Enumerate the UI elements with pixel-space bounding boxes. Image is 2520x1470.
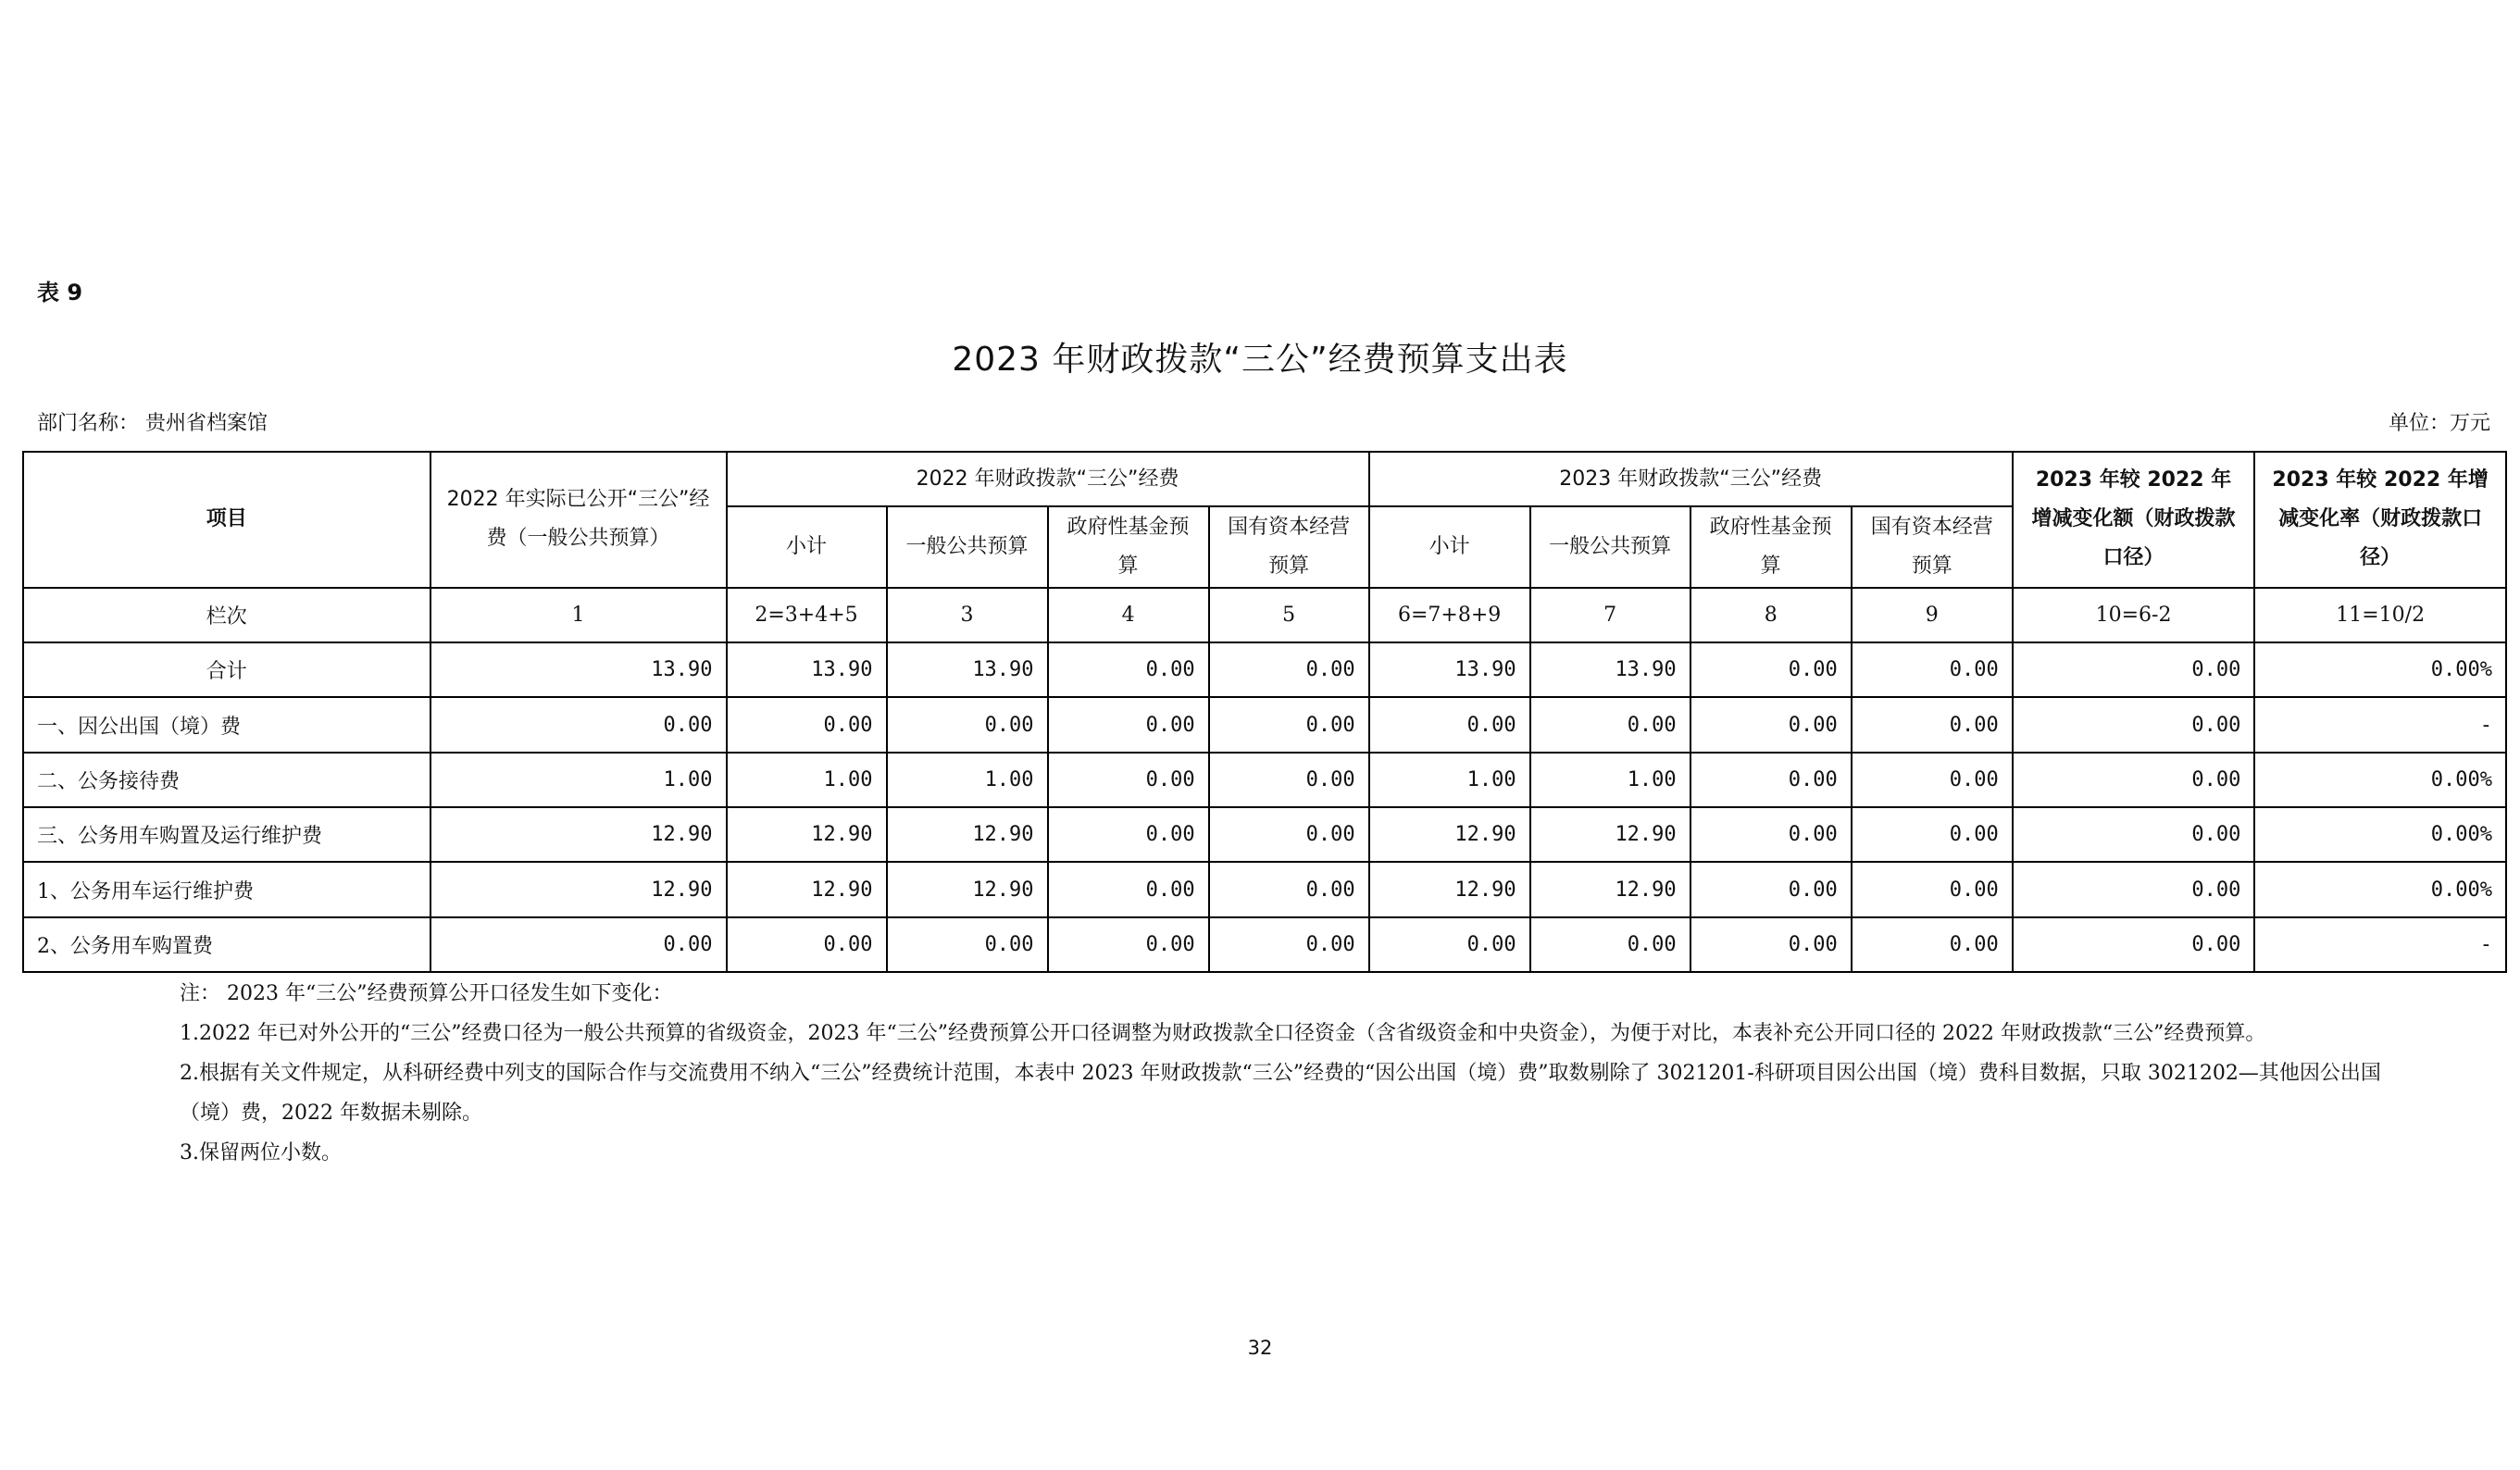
row-label: 三、公务用车购置及运行维护费 (23, 807, 430, 862)
table-cell: 12.90 (887, 862, 1048, 916)
column-index-row (23, 588, 2506, 642)
table-cell: 0.00 (430, 697, 727, 752)
column-index-cell: 11=10/2 (2254, 588, 2506, 642)
table-cell: 0.00 (1530, 917, 1690, 972)
table-cell: 0.00% (2254, 862, 2506, 916)
header-item: 项目 (23, 452, 430, 588)
column-index-cell: 4 (1048, 588, 1209, 642)
table-cell: 0.00 (1048, 917, 1209, 972)
table-cell: 0.00 (1690, 807, 1852, 862)
table-row (23, 862, 2506, 916)
table-cell: 0.00 (2013, 862, 2255, 916)
table-cell: 0.00 (1852, 917, 2013, 972)
table-cell: 0.00 (1209, 697, 1369, 752)
table-cell: 1.00 (1369, 753, 1530, 807)
column-index-cell: 8 (1690, 588, 1852, 642)
table-cell: 0.00 (2013, 697, 2255, 752)
table-cell: 0.00 (1209, 862, 1369, 916)
header-row-1 (23, 452, 2506, 506)
note-item: 2.根据有关文件规定，从科研经费中列支的国际合作与交流费用不纳入“三公”经费统计范围，本表中 2023 年财政拨款“三公”经费的“因公出国（境）费”取数剔除了 3021201-科研项目因公出国（境）费科目数据，只取 3021202—其他因公出国（境）费，2022 年数据未剔除。 (180, 1062, 2381, 1125)
table-cell: 0.00 (887, 697, 1048, 752)
table-cell: 13.90 (887, 642, 1048, 697)
row-label: 二、公务接待费 (23, 753, 430, 807)
column-index-cell: 9 (1852, 588, 2013, 642)
table-cell: 0.00 (1209, 807, 1369, 862)
table-label: 表 9 (37, 280, 83, 305)
table-cell: 1.00 (1530, 753, 1690, 807)
header-change-rate: 2023 年较 2022 年增减变化率（财政拨款口径） (2254, 452, 2506, 588)
column-index-cell: 3 (887, 588, 1048, 642)
table-cell: 0.00 (1690, 642, 1852, 697)
column-index-cell: 2=3+4+5 (727, 588, 887, 642)
table-cell: 12.90 (1369, 862, 1530, 916)
column-index-cell: 6=7+8+9 (1369, 588, 1530, 642)
table-cell: 0.00 (727, 697, 887, 752)
table-cell: 12.90 (430, 807, 727, 862)
table-cell: 0.00 (1209, 642, 1369, 697)
column-index-cell: 7 (1530, 588, 1690, 642)
header-fund-2023: 政府性基金预算 (1690, 506, 1852, 587)
row-label: 1、公务用车运行维护费 (23, 862, 430, 916)
table-row (23, 917, 2506, 972)
table-cell: 12.90 (430, 862, 727, 916)
header-actual-2022: 2022 年实际已公开“三公”经费（一般公共预算） (430, 452, 727, 588)
header-general-2022: 一般公共预算 (887, 506, 1048, 587)
table-cell: 0.00% (2254, 807, 2506, 862)
table-cell: 1.00 (430, 753, 727, 807)
table-cell: 0.00 (1048, 862, 1209, 916)
table-row (23, 697, 2506, 752)
table-cell: 0.00 (1852, 807, 2013, 862)
page-number: 32 (1247, 1337, 1273, 1359)
page-title: 2023 年财政拨款“三公”经费预算支出表 (952, 341, 1568, 379)
header-state-capital-2022: 国有资本经营预算 (1209, 506, 1369, 587)
table-cell: 12.90 (887, 807, 1048, 862)
header-change-amount: 2023 年较 2022 年增减变化额（财政拨款口径） (2013, 452, 2255, 588)
table-cell: 0.00% (2254, 753, 2506, 807)
table-cell: 12.90 (1530, 807, 1690, 862)
table-cell: 12.90 (1369, 807, 1530, 862)
table-cell: 0.00 (2013, 807, 2255, 862)
table-cell: 0.00 (1048, 753, 1209, 807)
table-cell: 0.00 (887, 917, 1048, 972)
table-cell: 13.90 (1369, 642, 1530, 697)
table-cell: 0.00 (1690, 862, 1852, 916)
table-cell: 13.90 (430, 642, 727, 697)
table-cell: 0.00 (1852, 862, 2013, 916)
column-index-cell: 5 (1209, 588, 1369, 642)
table-cell: 0.00 (1048, 642, 1209, 697)
table-cell: 1.00 (727, 753, 887, 807)
header-group-2023: 2023 年财政拨款“三公”经费 (1369, 452, 2013, 506)
table-row (23, 807, 2506, 862)
table-cell: 0.00 (1048, 697, 1209, 752)
row-label: 一、因公出国（境）费 (23, 697, 430, 752)
table-cell: 0.00 (1690, 917, 1852, 972)
table-cell: 12.90 (727, 862, 887, 916)
table-cell: 0.00 (1369, 917, 1530, 972)
table-cell: 13.90 (1530, 642, 1690, 697)
table-cell: 0.00 (1690, 753, 1852, 807)
table-body (23, 642, 2506, 972)
table-cell: 0.00 (2013, 917, 2255, 972)
table-cell: 0.00% (2254, 642, 2506, 697)
table-cell: 0.00 (430, 917, 727, 972)
column-index-cell: 栏次 (23, 588, 430, 642)
note-intro: 注： 2023 年“三公”经费预算公开口径发生如下变化： (180, 982, 673, 1005)
header-fund-2022: 政府性基金预算 (1048, 506, 1209, 587)
table-cell: - (2254, 697, 2506, 752)
unit-label: 单位：万元 (2388, 412, 2490, 435)
row-label: 合计 (23, 642, 430, 697)
table-cell: 0.00 (2013, 642, 2255, 697)
table-cell: 0.00 (1852, 753, 2013, 807)
header-subtotal-2022: 小计 (727, 506, 887, 587)
column-index-cell: 10=6-2 (2013, 588, 2255, 642)
table-cell: 0.00 (1048, 807, 1209, 862)
note-item: 1.2022 年已对外公开的“三公”经费口径为一般公共预算的省级资金，2023 年“三公”经费预算公开口径调整为财政拨款全口径资金（含省级资金和中央资金），为便于对比，本表补充公开同口径的 2022 年财政拨款“三公”经费预算。 (180, 1022, 2266, 1045)
header-state-capital-2023: 国有资本经营预算 (1852, 506, 2013, 587)
table-row (23, 642, 2506, 697)
department-name: 部门名称： 贵州省档案馆 (37, 412, 268, 435)
budget-table (22, 451, 2507, 973)
table-cell: 12.90 (727, 807, 887, 862)
table-cell: 0.00 (1530, 697, 1690, 752)
table-cell: 12.90 (1530, 862, 1690, 916)
table-cell: 0.00 (1209, 753, 1369, 807)
table-cell: 0.00 (1690, 697, 1852, 752)
header-group-2022: 2022 年财政拨款“三公”经费 (727, 452, 1369, 506)
table-cell: 0.00 (2013, 753, 2255, 807)
notes-section (180, 974, 2401, 1173)
table-cell: - (2254, 917, 2506, 972)
header-subtotal-2023: 小计 (1369, 506, 1530, 587)
note-item: 3.保留两位小数。 (180, 1141, 342, 1165)
table-cell: 0.00 (1369, 697, 1530, 752)
header-general-2023: 一般公共预算 (1530, 506, 1690, 587)
table-cell: 0.00 (1209, 917, 1369, 972)
table-cell: 0.00 (1852, 642, 2013, 697)
table-cell: 0.00 (1852, 697, 2013, 752)
table-row (23, 753, 2506, 807)
table-cell: 0.00 (727, 917, 887, 972)
row-label: 2、公务用车购置费 (23, 917, 430, 972)
table-cell: 1.00 (887, 753, 1048, 807)
column-index-cell: 1 (430, 588, 727, 642)
table-cell: 13.90 (727, 642, 887, 697)
